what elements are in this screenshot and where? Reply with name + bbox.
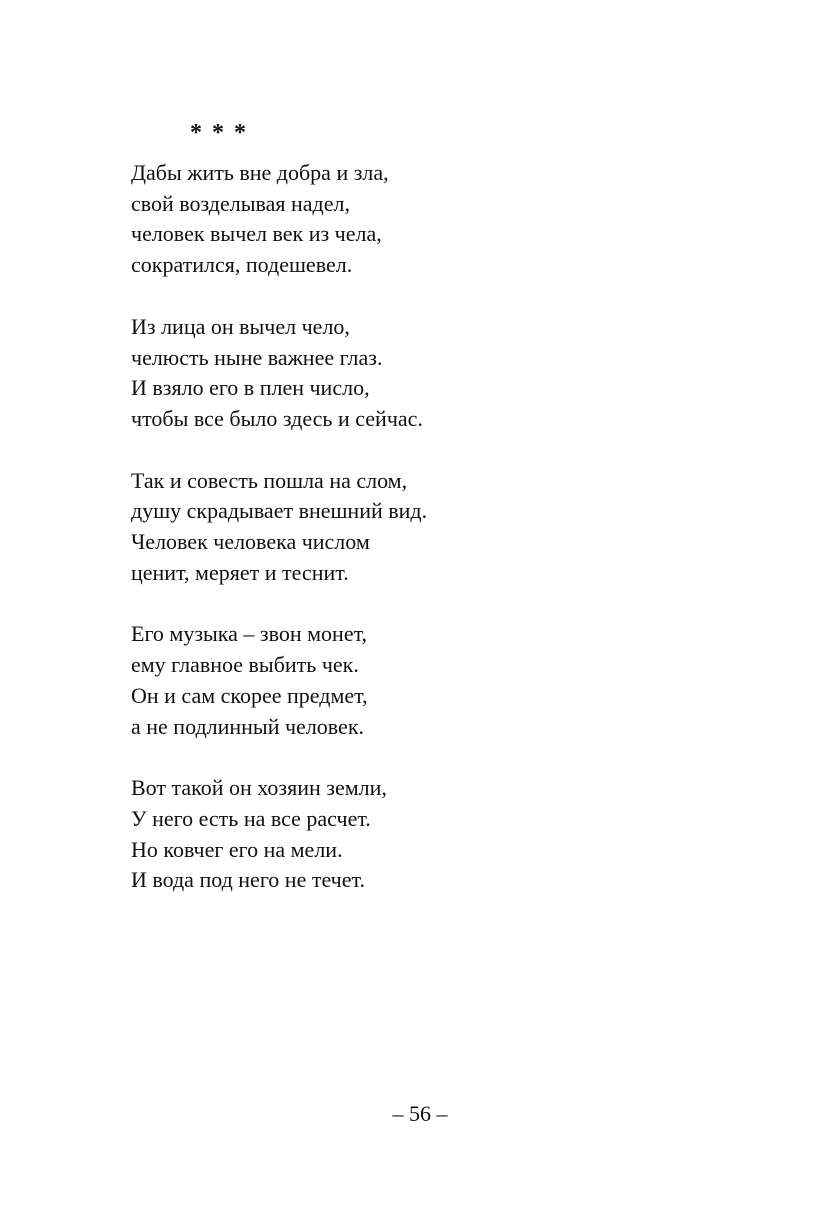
- poem-line: Так и совесть пошла на слом,: [131, 467, 408, 493]
- stanza: [131, 312, 731, 435]
- poem-line: И вода под него не течет.: [131, 867, 365, 893]
- poem-line: сократился, подешевел.: [131, 252, 353, 278]
- poem-line: Дабы жить вне добра и зла,: [131, 160, 389, 185]
- poem-line: а не подлинный человек.: [131, 713, 365, 739]
- page-number: – 56 –: [392, 1101, 448, 1126]
- stanza: [131, 773, 731, 896]
- stanza: [131, 158, 731, 281]
- poem-line: челюсть ныне важнее глаз.: [131, 344, 383, 370]
- poem-line: Человек человека числом: [131, 529, 370, 555]
- poem-line: Он и сам скорее предмет,: [131, 682, 368, 708]
- poem-line: свой возделывая надел,: [131, 190, 350, 216]
- poem-line: Из лица он вычел чело,: [131, 313, 350, 339]
- poem-line: И взяло его в плен число,: [131, 375, 370, 401]
- poem-line: Вот такой он хозяин земли,: [131, 775, 387, 801]
- poem-line: У него есть на все расчет.: [131, 805, 371, 831]
- poem-line: душу скрадывает внешний вид.: [131, 498, 428, 524]
- poem-line: ему главное выбить чек.: [131, 652, 359, 678]
- poem-line: Но ковчег его на мели.: [131, 836, 343, 862]
- poem-line: Его музыка – звон монет,: [131, 621, 368, 647]
- poem-title: * * *: [190, 120, 248, 146]
- poem-line: человек вычел век из чела,: [131, 221, 382, 247]
- stanza: [131, 619, 731, 742]
- poem-body: [131, 158, 731, 927]
- stanza: [131, 466, 731, 589]
- poem-line: ценит, меряет и теснит.: [131, 559, 349, 585]
- poem-line: чтобы все было здесь и сейчас.: [131, 405, 423, 431]
